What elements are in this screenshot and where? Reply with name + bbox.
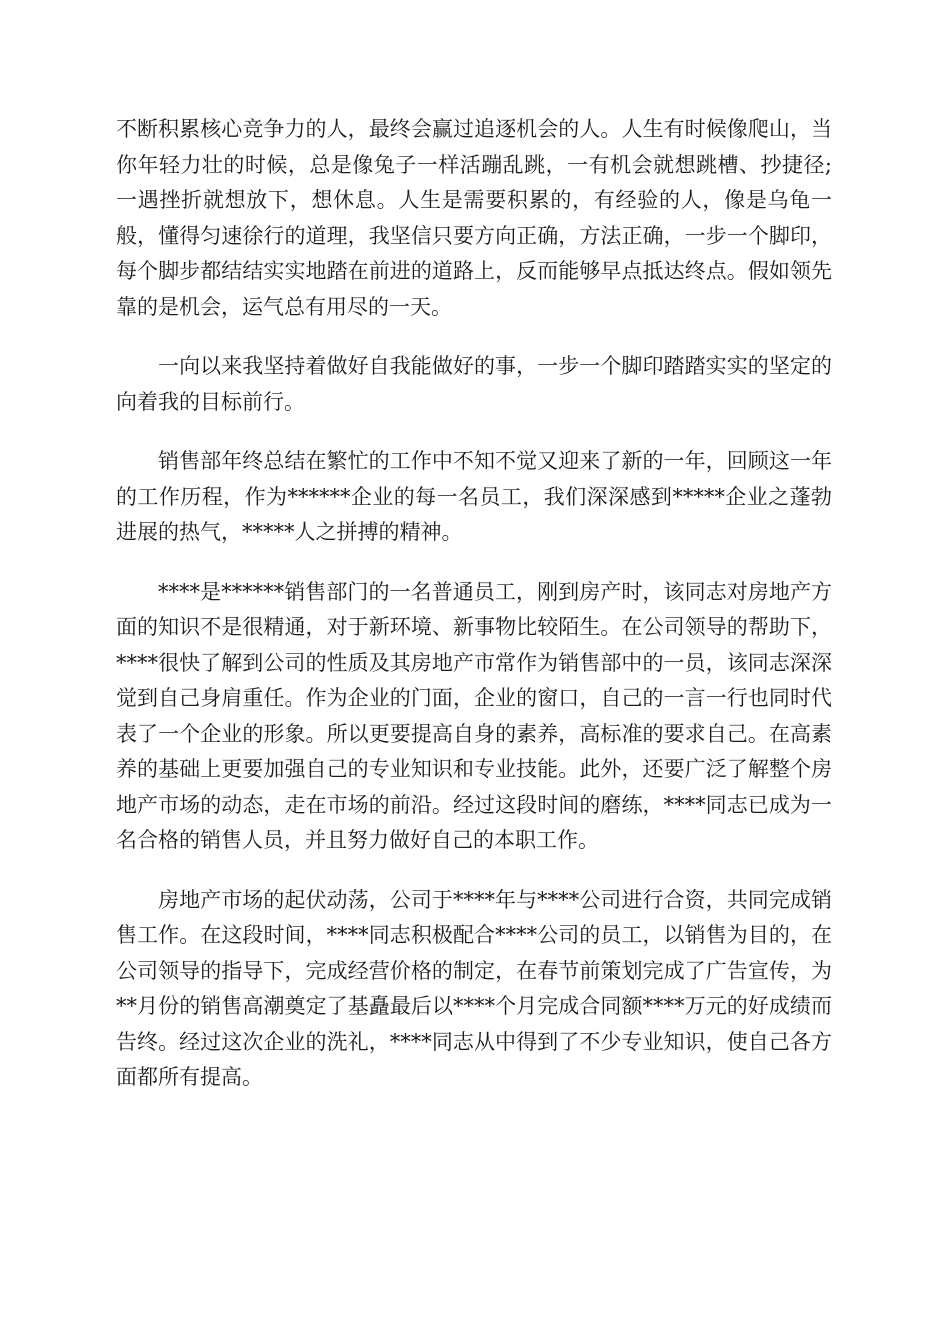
- text-line: 能。此外，还要广泛了解整个房地产市场的动态，走在市场的前沿。经过: [116, 757, 833, 817]
- text-line: 一向以来我坚持着做好自我能做好的事，一步一个脚印踏踏实实的坚: [158, 354, 790, 378]
- text-line: 这段时间的磨练，****同志已成为一名合格的销售人员，并且努力做好自: [116, 792, 832, 852]
- text-line: 一年的工作历程，作为******企业的每一名员工，我们深深感到*****企: [116, 449, 833, 509]
- text-line: 己的本职工作。: [452, 828, 599, 852]
- paragraph-5: [116, 883, 832, 1096]
- paragraph-2: [116, 349, 832, 420]
- text-line: 槽、抄捷径;一遇挫折就想放下，想休息。人生是需要积累的，有经验的: [116, 152, 833, 212]
- text-line: 销售部年终总结在繁忙的工作中不知不觉又迎来了新的一年，回顾这: [158, 449, 790, 473]
- text-line: ****是******销售部门的一名普通员工，刚到房产时，该同志对房地: [158, 579, 790, 604]
- text-line: 定的向着我的目标前行。: [116, 354, 833, 414]
- paragraph-1: [116, 112, 832, 325]
- document-page: [116, 112, 832, 1120]
- text-line: 业之蓬勃进展的热气，*****人之拼搏的精神。: [116, 484, 833, 544]
- paragraph-3: [116, 444, 832, 551]
- text-line: 广告宣传，为**月份的销售高潮奠定了基矗最后以****个月完成合同额: [116, 958, 833, 1018]
- text-line: 少专业知识，使自己各方面都所有提高。: [116, 1029, 832, 1089]
- text-line: 标准的要求自己。在高素养的基础上更要加强自己的专业知识和专业技: [116, 721, 833, 781]
- text-line: 房地产市场的起伏动荡，公司于****年与****公司进行合资，共同完: [158, 887, 790, 912]
- text-line: 成销售工作。在这段时间，****同志积极配合****公司的员工，以销售为: [116, 887, 833, 947]
- text-line: 帮助下，****很快了解到公司的性质及其房地产市常作为销售部中的一: [116, 615, 833, 675]
- text-line: 早点抵达终点。假如领先靠的是机会，运气总有用尽的一天。: [116, 259, 833, 319]
- text-line: 不断积累核心竞争力的人，最终会赢过追逐机会的人。人生有时候像爬: [116, 117, 769, 141]
- text-line: 员，该同志深深觉到自己身肩重任。作为企业的门面，企业的窗口，自己: [116, 650, 832, 710]
- text-line: ****万元的好成绩而告终。经过这次企业的洗礼，****同志从中得到了不: [116, 994, 832, 1054]
- paragraph-4: [116, 575, 832, 859]
- text-line: 产方面的知识不是很精通，对于新环境、新事物比较陌生。在公司领导的: [116, 579, 833, 639]
- text-line: 人，像是乌龟一般，懂得匀速徐行的道理，我坚信只要方向正确，方法正: [116, 188, 832, 248]
- text-line: 山，当你年轻力壮的时候，总是像兔子一样活蹦乱跳，一有机会就想跳: [116, 117, 833, 177]
- text-line: 确，一步一个脚印，每个脚步都结结实实地踏在前进的道路上，反而能够: [116, 223, 832, 283]
- text-line: 的一言一行也同时代表了一个企业的形象。所以更要提高自身的素养，高: [116, 686, 832, 746]
- text-line: 目的，在公司领导的指导下，完成经营价格的制定，在春节前策划完成了: [116, 923, 833, 983]
